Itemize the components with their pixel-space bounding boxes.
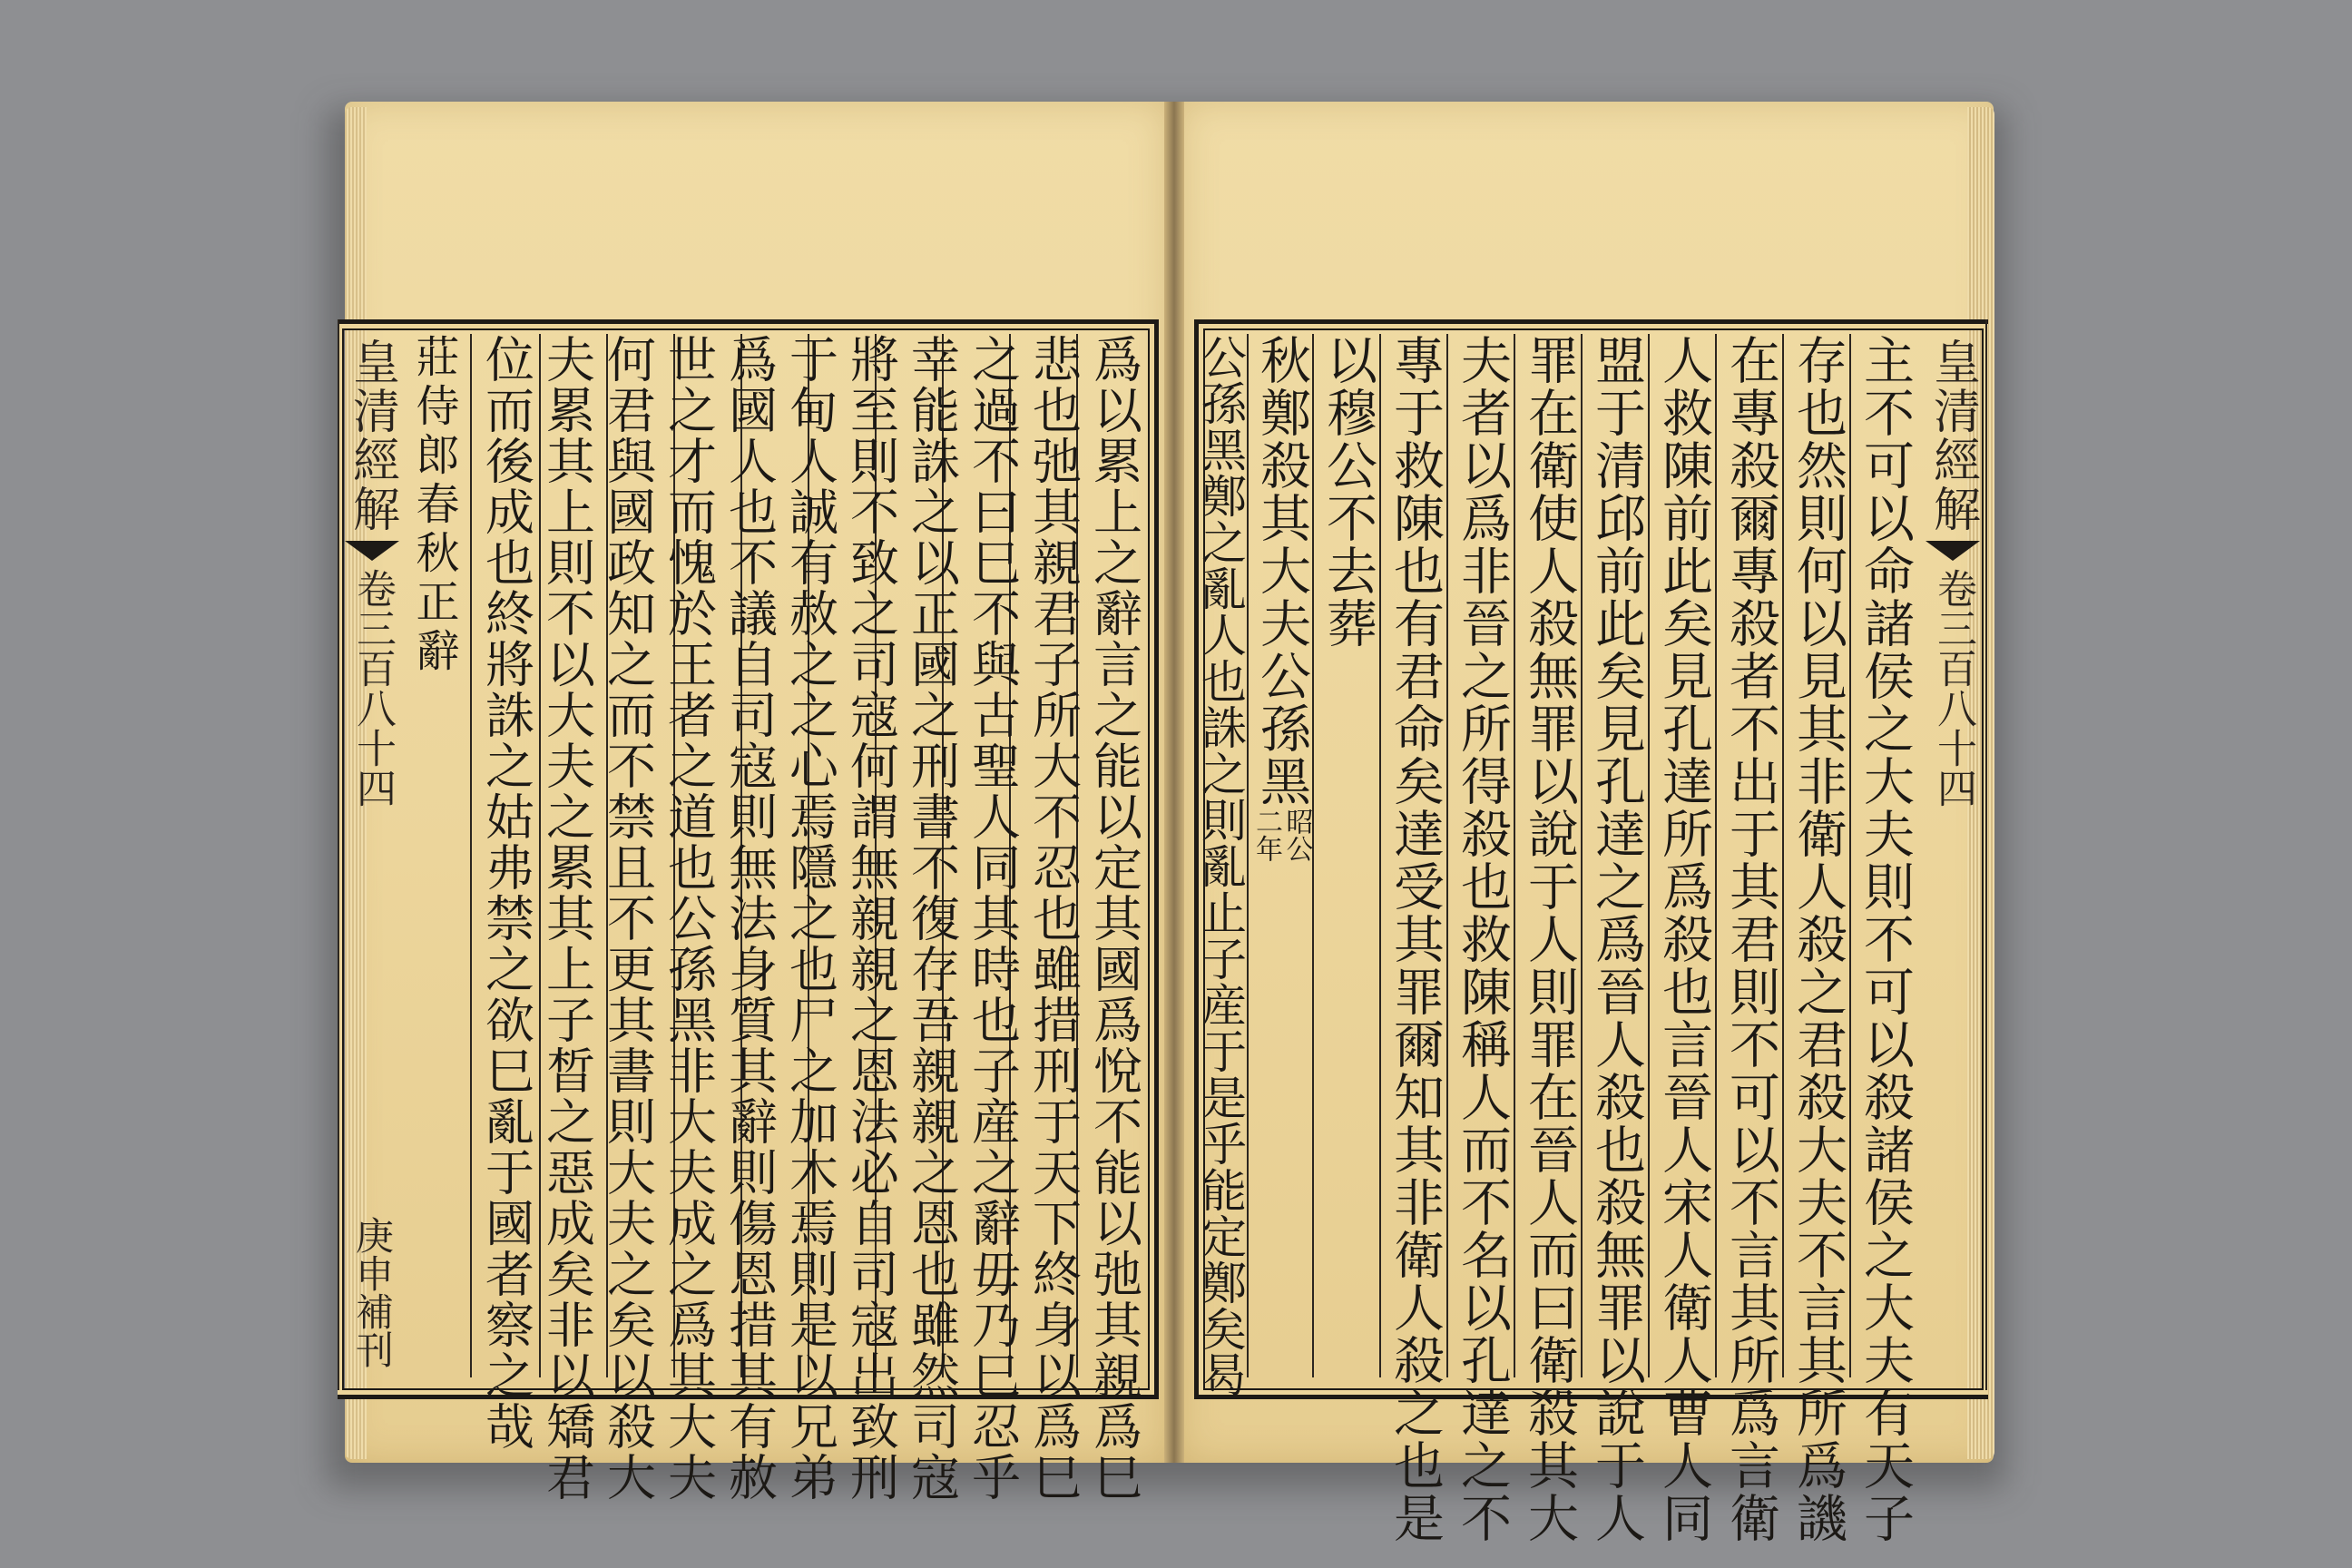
left-column-5: 將至則不致之司寇何謂無親親之恩法必自司寇出致刑 xyxy=(842,334,900,1503)
left-column-7: 爲國人也不議自司寇則無法身質其辭則傷恩措其有赦 xyxy=(720,334,779,1503)
column-rule xyxy=(1247,334,1249,1377)
column-rule xyxy=(1782,334,1784,1377)
column-rule xyxy=(1849,334,1851,1377)
right-entry-column xyxy=(1250,334,1313,1377)
entry-heading: 秋鄭殺其大夫公孫黑 xyxy=(1252,334,1311,808)
left-column-11: 位而後成也終將誅之姑弗禁之欲巳亂于國者察之哉 xyxy=(477,334,535,1452)
column-rule xyxy=(470,334,472,1377)
banxin-publisher: 庚申補刊 xyxy=(350,1216,395,1368)
right-commentary-column: 公孫黑鄭之亂人也誅之則亂止子産于是乎能定鄭矣曷 xyxy=(1194,334,1247,1398)
left-column-8: 世之才而愧於王者之道也公孫黑非大夫成之爲其大夫 xyxy=(660,334,718,1503)
right-column-7: 夫者以爲非晉之所得殺也救陳稱人而不名以孔達之不 xyxy=(1453,334,1512,1544)
banxin-volume: 卷三百八十四 xyxy=(1930,568,1976,808)
banxin-title: 皇清經解 xyxy=(344,338,399,534)
column-rule xyxy=(1715,334,1717,1377)
right-column-5: 盟于清邱前此矣見孔達之爲晉人殺也殺無罪以說于人 xyxy=(1587,334,1646,1544)
left-column-3: 之過不曰巳不與古聖人同其時也子産之辭毋乃巳忍乎 xyxy=(964,334,1022,1503)
right-column-2: 存也然則何以見其非衛人殺之君殺大夫不言其所爲譏 xyxy=(1788,334,1847,1544)
left-column-10: 夫累其上則不以大夫之累其上子晳之惡成矣非以矯君 xyxy=(538,334,596,1503)
column-rule xyxy=(1648,334,1650,1377)
right-column-9: 以穆公不去葬 xyxy=(1318,334,1377,650)
column-rule xyxy=(1514,334,1515,1377)
right-column-4: 人救陳前此矣見孔達所爲殺也言晉人宋人衛人曹人同 xyxy=(1654,334,1713,1544)
left-header-column: 莊侍郎春秋正辭 xyxy=(408,334,459,677)
left-column-6: 于甸人誠有赦之之心焉隱之也尸之加木焉則是以兄弟 xyxy=(781,334,839,1503)
right-column-6: 罪在衛使人殺無罪以說于人則罪在晉人而曰衛殺其大 xyxy=(1520,334,1579,1544)
banxin-title: 皇清經解 xyxy=(1925,338,1980,534)
left-column-1: 爲以累上之辭言之能以定其國爲悅不能以弛其親爲巳 xyxy=(1085,334,1143,1503)
banxin-volume: 卷三百八十四 xyxy=(349,568,396,808)
right-banxin xyxy=(1920,319,1987,1390)
right-column-1: 主不可以命諸侯之大夫則不可以殺諸侯之大夫有天子 xyxy=(1856,334,1915,1544)
left-banxin xyxy=(338,319,405,1390)
left-column-2: 悲也弛其親君子所大不忍也雖措刑于天下終身以爲巳 xyxy=(1024,334,1083,1503)
right-column-3: 在專殺爾專殺者不出于其君則不可以不言其所爲言衛 xyxy=(1721,334,1780,1544)
entry-date-note: 昭公 二年 xyxy=(1250,808,1313,862)
left-column-9: 何君與國政知之而不禁且不更其書則大夫之矣以殺大 xyxy=(599,334,657,1503)
right-column-8: 專于救陳也有君命矣達受其罪爾知其非衛人殺之也是 xyxy=(1386,334,1445,1544)
left-column-4: 幸能誅之以正國之刑書不復存吾親親之恩也雖然司寇 xyxy=(903,334,961,1503)
book-gutter xyxy=(1164,102,1184,1463)
fishtail-mark-icon xyxy=(1926,541,1980,561)
column-rule xyxy=(1379,334,1381,1377)
fishtail-mark-icon xyxy=(345,541,399,561)
column-rule xyxy=(1581,334,1583,1377)
column-rule xyxy=(1446,334,1448,1377)
